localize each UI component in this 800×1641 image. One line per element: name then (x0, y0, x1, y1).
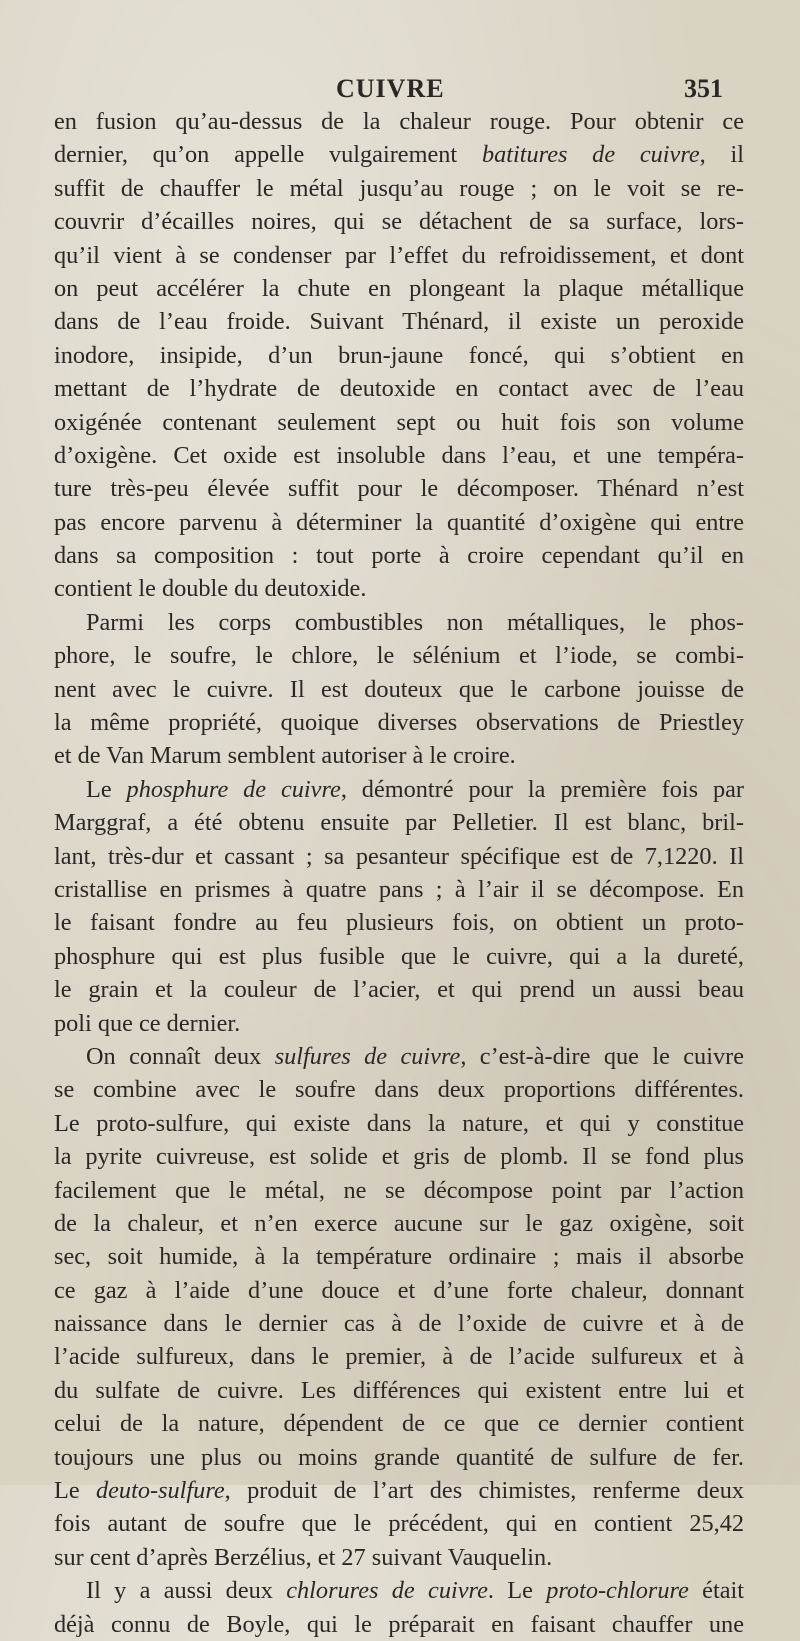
text-line (54, 539, 744, 572)
text-segment: ce gaz à l’aide d’une douce et d’une forte chaleur, donnant (54, 1276, 744, 1304)
text-line (54, 739, 744, 772)
text-line (54, 439, 744, 472)
text-segment: de la chaleur, et n’en exerce aucune sur le gaz oxigène, soit (54, 1209, 744, 1237)
text-line (54, 172, 744, 205)
text-line (54, 1274, 744, 1307)
text-line (54, 472, 744, 505)
text-segment: Le (54, 1477, 96, 1505)
text-line (54, 873, 744, 906)
text-segment: Marggraf, a été obtenu ensuite par Pelletier. Il est blanc, bril- (54, 809, 744, 837)
text-segment: l’acide sulfureux, dans le premier, à de l’acide sulfureux et à (54, 1343, 744, 1371)
text-segment: Il y a aussi deux (86, 1577, 287, 1605)
italic-term: batitures de cuivre (481, 141, 700, 169)
text-segment: suffit de chauffer le métal jusqu’au rouge ; on le voit se re- (54, 174, 744, 202)
text-line (54, 339, 744, 372)
text-segment: on peut accélérer la chute en plongeant la plaque métallique (54, 274, 744, 302)
text-line (54, 506, 744, 539)
text-segment: du sulfate de cuivre. Les différences qui existent entre lui et (54, 1376, 744, 1404)
text-segment: Parmi les corps combustibles non métalliques, le phos- (86, 608, 744, 636)
text-line (54, 1207, 744, 1240)
text-line (54, 673, 744, 706)
italic-term: phosphure de cuivre (126, 775, 341, 803)
text-line (54, 205, 744, 238)
running-title: CUIVRE (336, 74, 445, 103)
page-number: 351 (684, 74, 723, 103)
text-line (54, 606, 744, 639)
text-segment: déjà connu de Boyle, qui le préparait en faisant chauffer une (54, 1610, 744, 1638)
text-line (54, 1340, 744, 1373)
text-segment: qu’il vient à se condenser par l’effet du refroidissement, et dont (54, 241, 744, 269)
text-line (54, 1073, 744, 1106)
text-segment: se combine avec le soufre dans deux proportions différentes. (54, 1076, 744, 1104)
text-segment: facilement que le métal, ne se décompose point par l’action (54, 1176, 744, 1204)
text-line (54, 272, 744, 305)
text-segment: et de Van Marum semblent autoriser à le croire. (54, 742, 516, 770)
text-segment: toujours une plus ou moins grande quantité de sulfure de fer. (54, 1443, 744, 1471)
text-segment: couvrir d’écailles noires, qui se détachent de sa surface, lors- (54, 208, 744, 236)
text-line (54, 1374, 744, 1407)
text-line (54, 940, 744, 973)
text-line (54, 406, 744, 439)
italic-term: proto-chlorure (546, 1577, 689, 1605)
text-segment: , il (699, 141, 744, 169)
text-segment: , démontré pour la première fois par (340, 775, 744, 803)
text-segment: poli que ce dernier. (54, 1009, 241, 1037)
text-line (54, 239, 744, 272)
text-segment: le grain et la couleur de l’acier, et qui prend un aussi beau (54, 976, 744, 1004)
text-segment: inodore, insipide, d’un brun-jaune foncé, qui s’obtient en (54, 341, 744, 369)
text-line (54, 1040, 744, 1073)
text-segment: d’oxigène. Cet oxide est insoluble dans l’eau, et une tempéra- (54, 441, 744, 469)
text-line (54, 973, 744, 1006)
italic-term: sulfures de cuivre (274, 1042, 461, 1070)
text-line (54, 138, 744, 171)
text-segment: dans de l’eau froide. Suivant Thénard, il existe un peroxide (54, 308, 744, 336)
text-segment: On connaît deux (86, 1042, 275, 1070)
text-line (54, 572, 744, 605)
text-segment: phore, le soufre, le chlore, le sélénium et l’iode, se combi- (54, 642, 744, 670)
text-line (54, 840, 744, 873)
text-segment: Le (86, 775, 127, 803)
text-line (54, 906, 744, 939)
text-segment: la même propriété, quoique diverses observations de Priestley (54, 709, 744, 737)
text-line (54, 1240, 744, 1273)
text-line (54, 105, 744, 138)
text-segment: naissance dans le dernier cas à de l’oxide de cuivre et à de (54, 1310, 744, 1338)
body-text (54, 105, 744, 1641)
text-segment: mettant de l’hydrate de deutoxide en contact avec de l’eau (54, 375, 744, 403)
text-line (54, 1307, 744, 1340)
text-line (54, 1140, 744, 1173)
text-segment: le faisant fondre au feu plusieurs fois, on obtient un proto- (54, 909, 744, 937)
text-segment: pas encore parvenu à déterminer la quantité d’oxigène qui entre (54, 508, 744, 536)
text-line (54, 1474, 744, 1507)
text-line (54, 1441, 744, 1474)
text-segment: dernier, qu’on appelle vulgairement (54, 141, 482, 169)
text-segment: celui de la nature, dépendent de ce que ce dernier contient (54, 1410, 744, 1438)
text-line (54, 806, 744, 839)
italic-term: chlorures de cuivre (286, 1577, 488, 1605)
text-segment: , c’est-à-dire que le cuivre (460, 1042, 744, 1070)
text-line (54, 706, 744, 739)
text-segment: sur cent d’après Berzélius, et 27 suivant Vauquelin. (54, 1543, 553, 1571)
text-segment: oxigénée contenant seulement sept ou huit fois son volume (54, 408, 744, 436)
text-segment: lant, très-dur et cassant ; sa pesanteur spécifique est de 7,1220. Il (54, 842, 744, 870)
text-segment: la pyrite cuivreuse, est solide et gris de plomb. Il se fond plus (54, 1143, 744, 1171)
text-segment: nent avec le cuivre. Il est douteux que le carbone jouisse de (54, 675, 744, 703)
text-segment: Le proto-sulfure, qui existe dans la nature, et qui y constitue (54, 1109, 744, 1137)
text-line (54, 305, 744, 338)
text-segment: sec, soit humide, à la température ordinaire ; mais il absorbe (54, 1243, 744, 1271)
text-line (54, 1107, 744, 1140)
text-line (54, 1541, 744, 1574)
text-segment: ture très-peu élevée suffit pour le décomposer. Thénard n’est (54, 475, 744, 503)
text-segment: phosphure qui est plus fusible que le cuivre, qui a la dureté, (54, 942, 744, 970)
text-segment: était (688, 1577, 744, 1605)
text-segment: , produit de l’art des chimistes, renferme deux (224, 1477, 745, 1505)
text-line (54, 372, 744, 405)
text-line (54, 1174, 744, 1207)
text-line (54, 1407, 744, 1440)
text-line (54, 773, 744, 806)
text-segment: fois autant de soufre que le précédent, qui en contient 25,42 (54, 1510, 744, 1538)
text-segment: cristallise en prismes à quatre pans ; à l’air il se décompose. En (54, 875, 744, 903)
text-segment: dans sa composition : tout porte à croire cependant qu’il en (54, 542, 744, 570)
italic-term: deuto-sulfure (96, 1477, 225, 1505)
text-line (54, 1507, 744, 1540)
text-segment: . Le (487, 1577, 547, 1605)
text-line (54, 1608, 744, 1641)
text-segment: contient le double du deutoxide. (54, 575, 367, 603)
text-segment: en fusion qu’au-dessus de la chaleur rouge. Pour obtenir ce (54, 108, 744, 135)
text-line (54, 1574, 744, 1607)
text-line (54, 639, 744, 672)
text-line (54, 1007, 744, 1040)
